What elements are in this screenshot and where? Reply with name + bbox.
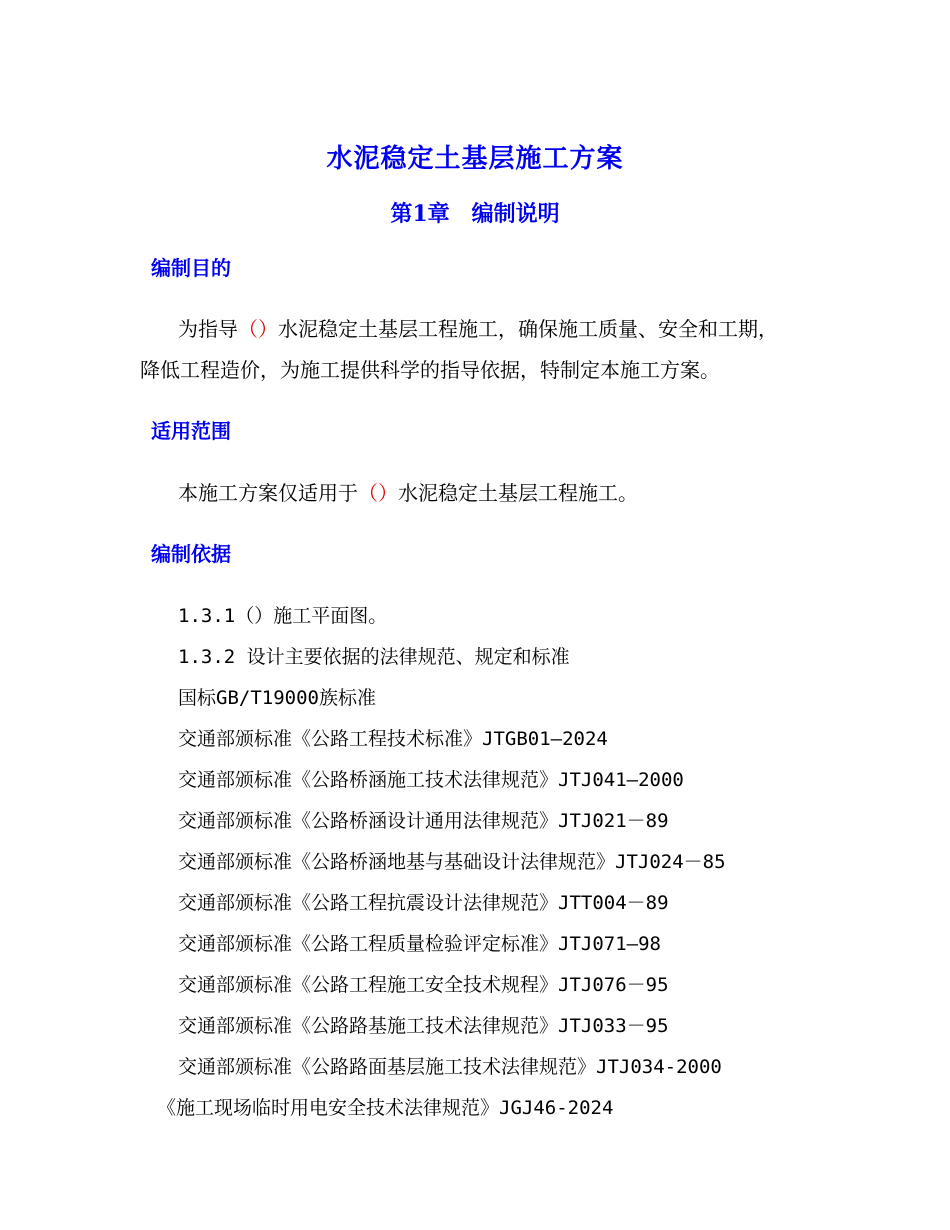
basis-item: 交通部颁标准《公路桥涵施工技术法律规范》JTJ041—2000	[178, 769, 684, 791]
basis-item: 交通部颁标准《公路桥涵地基与基础设计法律规范》JTJ024－85	[178, 851, 726, 873]
chapter-name: 编制说明	[471, 201, 560, 227]
chapter-heading	[0, 197, 950, 228]
purpose-paragraph-line-2: 降低工程造价，为施工提供科学的指导依据，特制定本施工方案。	[140, 358, 720, 382]
scope-text-pre: 本施工方案仅适用于	[178, 481, 358, 505]
basis-item: 《施工现场临时用电安全技术法律规范》JGJ46-2024	[157, 1097, 614, 1119]
scope-text-post: 水泥稳定土基层工程施工。	[398, 481, 638, 505]
basis-item: 1.3.2 设计主要依据的法律规范、规定和标准	[178, 646, 570, 668]
purpose-text-pre: 为指导	[178, 317, 238, 341]
basis-item: 交通部颁标准《公路桥涵设计通用法律规范》JTJ021－89	[178, 810, 669, 832]
basis-item: 交通部颁标准《公路工程技术标准》JTGB01—2024	[178, 728, 608, 750]
section-heading-purpose: 编制目的	[151, 256, 231, 280]
basis-item: 国标GB/T19000族标准	[178, 687, 376, 709]
basis-item: 交通部颁标准《公路工程施工安全技术规程》JTJ076－95	[178, 974, 669, 996]
scope-paragraph	[178, 477, 638, 506]
purpose-text-post: 水泥稳定土基层工程施工，确保施工质量、安全和工期，	[278, 317, 778, 341]
chapter-number: 第1章	[390, 201, 450, 227]
basis-item: 交通部颁标准《公路工程抗震设计法律规范》JTT004－89	[178, 892, 669, 914]
document-title: 水泥稳定土基层施工方案	[326, 144, 624, 174]
basis-item: 交通部颁标准《公路路面基层施工技术法律规范》JTJ034-2000	[178, 1056, 722, 1078]
basis-item: 交通部颁标准《公路路基施工技术法律规范》JTJ033－95	[178, 1015, 669, 1037]
basis-item: 交通部颁标准《公路工程质量检验评定标准》JTJ071—98	[178, 933, 661, 955]
section-heading-scope: 适用范围	[151, 419, 231, 443]
purpose-blank-marker: （）	[238, 317, 278, 341]
scope-blank-marker: （）	[358, 481, 398, 505]
purpose-paragraph-line-1	[178, 313, 778, 342]
basis-item: 1.3.1（）施工平面图。	[178, 605, 388, 627]
section-heading-basis: 编制依据	[151, 542, 231, 566]
